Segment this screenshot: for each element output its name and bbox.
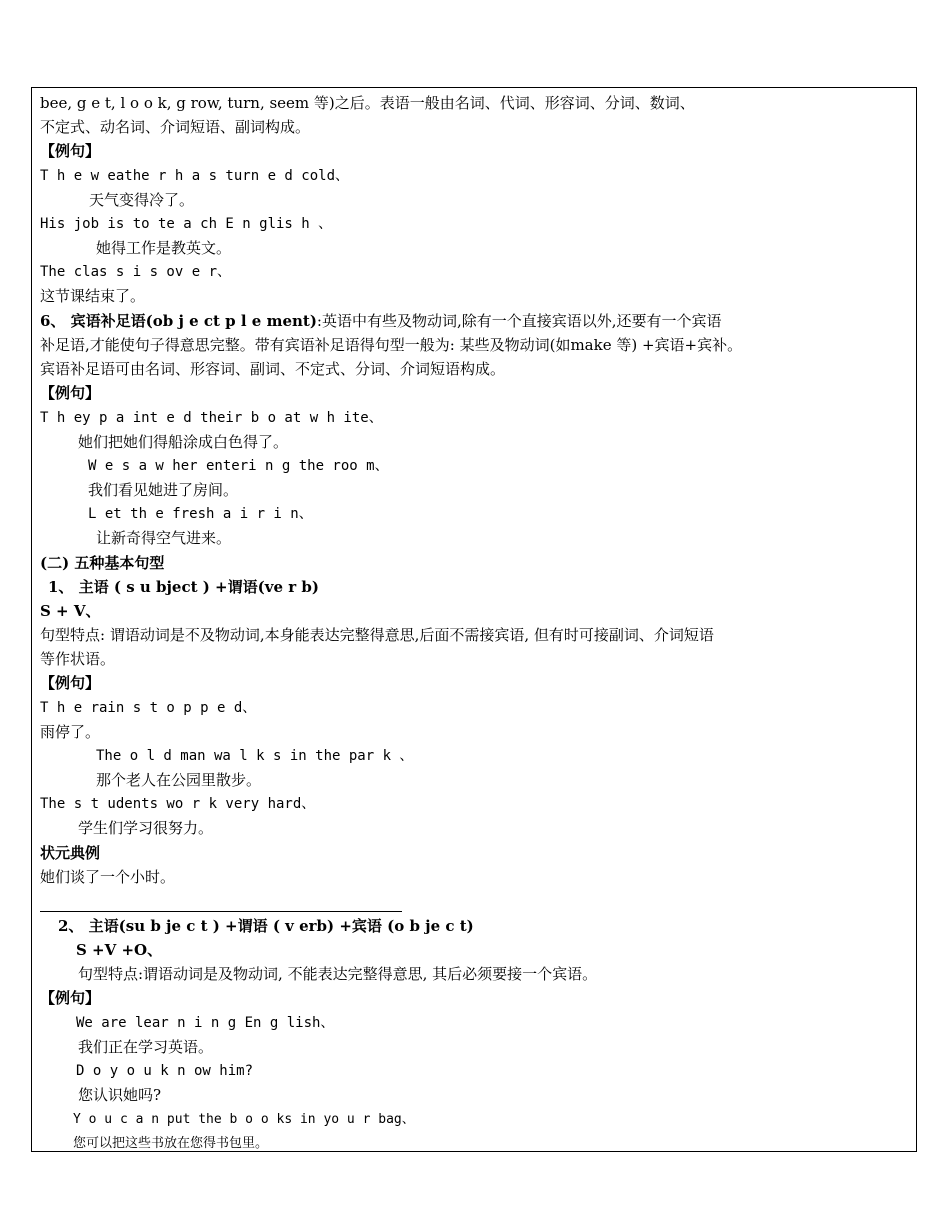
example-en: We are lear n i n g En g lish、 [76,1015,335,1031]
example-zh: 她们把她们得船涂成白色得了。 [78,433,289,451]
model-heading: 状元典例 [40,844,101,862]
section-heading: 1、 主语 ( s u bject ) +谓语(ve r b) [48,578,319,596]
example-heading: 【例句】 [40,674,101,692]
example-zh: 那个老人在公园里散步。 [96,771,262,789]
example-en: The clas s i s ov e r、 [40,264,232,280]
example-en: His job is to te a ch E n glis h 、 [40,216,333,232]
example-heading: 【例句】 [40,142,101,160]
text-line: 宾语补足语可由名词、形容词、副词、不定式、分词、介词短语构成。 [40,360,506,378]
example-en: W e s a w her enteri n g the roo m、 [88,458,389,474]
content-frame [31,87,917,1152]
section-text: :英语中有些及物动词,除有一个直接宾语以外,还要有一个宾语 [316,312,722,330]
section-line [40,311,722,331]
section-heading: (二) 五种基本句型 [40,554,165,572]
example-en: T h e w eathe r h a s turn e d cold、 [40,168,350,184]
section-heading: 6、 宾语补足语(ob j e ct p l e ment) [40,312,317,330]
example-zh: 我们正在学习英语。 [78,1038,214,1056]
example-zh: 雨停了。 [40,723,101,741]
example-en: The s t udents wo r k very hard、 [40,796,316,812]
example-en: The o l d man wa l k s in the par k 、 [96,748,414,764]
answer-line [40,911,402,912]
text-line: 句型特点:谓语动词是及物动词, 不能表达完整得意思, 其后必须要接一个宾语。 [78,965,598,983]
text-line: 不定式、动名词、介词短语、副词构成。 [40,118,311,136]
example-en: T h e rain s t o p p e d、 [40,700,257,716]
example-heading: 【例句】 [40,384,101,402]
section-heading: 2、 主语(su b je c t ) +谓语 ( v erb) +宾语 (o b je c t) [58,917,474,935]
example-zh: 天气变得冷了。 [89,191,195,209]
text-line: 她们谈了一个小时。 [40,868,176,886]
formula: S +V +O、 [76,941,163,959]
example-zh: 这节课结束了。 [40,287,146,305]
example-en: Y o u c a n put the b o o ks in yo u r bag、 [73,1112,415,1127]
example-en: D o y o u k n ow him? [76,1063,254,1079]
example-zh: 让新奇得空气进来。 [96,529,232,547]
text-line: 等作状语。 [40,650,116,668]
example-en: T h ey p a int e d their b o at w h ite、 [40,410,383,426]
text-line: 句型特点: 谓语动词是不及物动词,本身能表达完整得意思,后面不需接宾语, 但有时可接副词、介词短语 [40,626,714,644]
example-en: L et th e fresh a i r i n、 [88,506,313,522]
example-heading: 【例句】 [40,989,101,1007]
example-zh: 您可以把这些书放在您得书包里。 [73,1136,269,1151]
example-zh: 您认识她吗? [78,1086,162,1104]
example-zh: 我们看见她进了房间。 [88,481,239,499]
text-line: 补足语,才能使句子得意思完整。带有宾语补足语得句型一般为: 某些及物动词(如make 等) +宾语+宾补。 [40,336,743,354]
text-line: bee, g e t, l o o k, g row, turn, seem 等)之后。表语一般由名词、代词、形容词、分词、数词、 [40,94,695,112]
example-zh: 她得工作是教英文。 [96,239,232,257]
formula: S + V、 [40,602,101,620]
example-zh: 学生们学习很努力。 [78,819,214,837]
